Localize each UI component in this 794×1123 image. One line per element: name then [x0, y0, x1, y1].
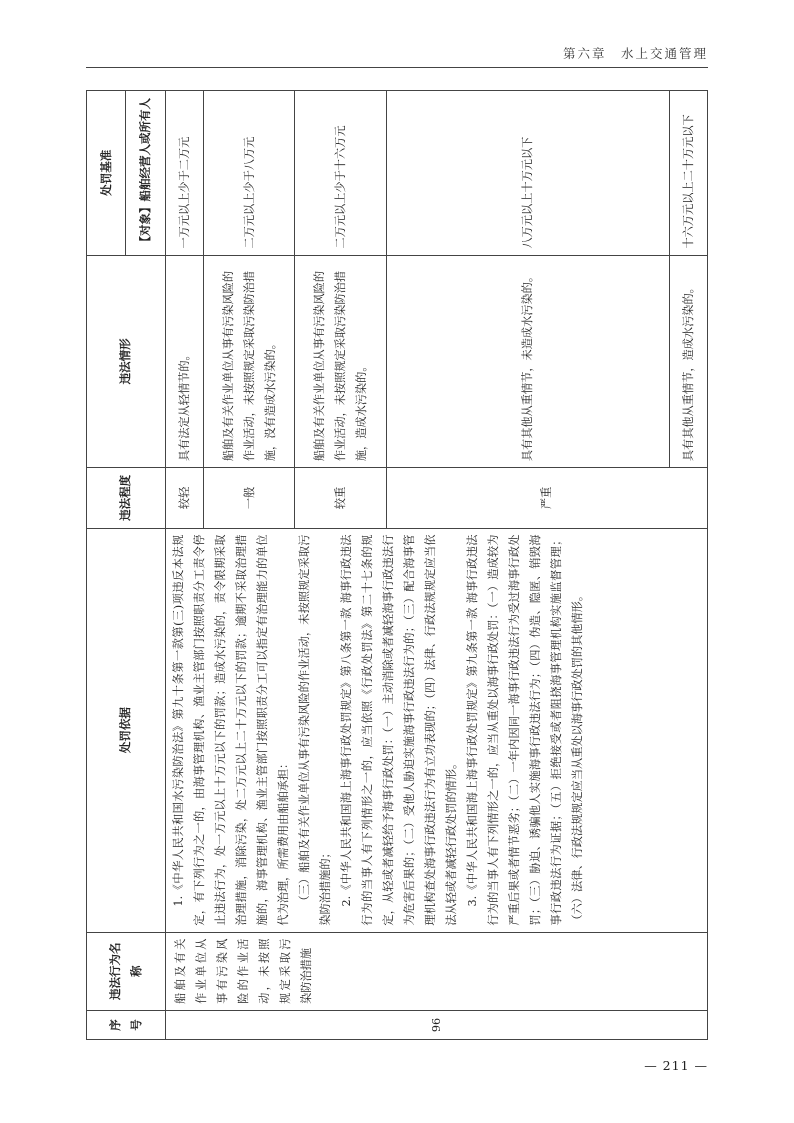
basis-paragraph: 2.《中华人民共和国海上海事行政处罚规定》第八条第一款 海事行政违法行为的当事人有下列情形之一的，应当依照《行政处罚法》第二十七条的规定，从轻或者减轻给予海事行政处罚：（一）主动消除或者减轻海事行政违法行为危害后果的；（二）受他人胁迫实施海事行政违法行为的；（三）配合海事管理机构查处海事行政违法行为有立功表现的；（四）法律、行政法规规定应当依法从轻或者减轻行政处罚的情形。: [339, 534, 458, 926]
rotated-table-container: [86, 90, 708, 1040]
header-standard-target: 【对象】船舶经营人或所有人: [126, 91, 165, 256]
cell-standard: 八万元以上十万元以下: [386, 91, 669, 256]
cell-standard: 二万元以上少于十六万元: [295, 91, 386, 256]
cell-standard: 十六万元以上二十万元以下: [669, 91, 707, 256]
header-seq: 序号: [87, 1010, 166, 1039]
basis-paragraph: 1.《中华人民共和国水污染防治法》第九十条第一款第(三)项违反本法规定，有下列行为之一的，由海事管理机构、渔业主管部门按照职责分工责令停止违法行为，处一万元以上十万元以下的罚款；造成水污染的，责令限期采取治理措施，消除污染，处二万元以上二十万元以下的罚款；逾期不采取治理措施的，海事管理机构、渔业主管部门按照职责分工可以指定有治理能力的单位代为治理，所需费用由船舶承担：: [171, 534, 290, 926]
header-penalty-basis: 处罚依据: [87, 528, 166, 932]
cell-seq: 96: [165, 1010, 707, 1039]
cell-degree: 一般: [203, 468, 294, 528]
basis-paragraph: 3.《中华人民共和国海上海事行政处罚规定》第九条第一款 海事行政违法行为的当事人有下列情形之一的，应当从重处以海事行政处罚：（一）造成较为严重后果或者情节恶劣；（二）一年内因同一海事行政违法行为受过海事行政处罚；（三）胁迫、诱骗他人实施海事行政违法行为；（四）伪造、隐匿、销毁海事行政违法行为证据；（五）拒绝接受或者阻挠海事管理机构实施监督管理；（六）法律、行政法规规定应当从重处以海事行政处罚的其他情形。: [465, 534, 584, 926]
cell-degree: 严重: [386, 468, 707, 528]
basis-paragraph: （三）船舶及有关作业单位从事有污染风险的作业活动，未按照规定采取污染防治措施的；: [297, 534, 332, 926]
chapter-header-title: 第六章 水上交通管理: [562, 46, 708, 61]
cell-situation: 具有法定从轻情节的。: [165, 255, 203, 468]
page-number: — 211 —: [644, 1058, 708, 1073]
header-divider: [86, 67, 708, 68]
rotated-table-frame: [86, 90, 708, 1040]
cell-standard: 一万元以上少于二万元: [165, 91, 203, 256]
cell-situation: 船舶及有关作业单位从事有污染风险的作业活动，未按照规定采取污染防治措施，造成水污染的。: [295, 255, 386, 468]
cell-standard: 二万元以上少于八万元: [203, 91, 294, 256]
cell-penalty-basis: [165, 528, 707, 932]
table-row: [165, 91, 203, 1040]
cell-degree: 较轻: [165, 468, 203, 528]
penalty-standard-table: [86, 90, 708, 1040]
cell-violation-name: 船舶及有关作业单位从事有污染风险的作业活动，未按照规定采取污染防治措施: [165, 932, 707, 1010]
header-penalty-standard: 处罚基准: [87, 91, 126, 256]
header-violation-name: 违法行为名称: [87, 932, 166, 1010]
cell-degree: 较重: [295, 468, 386, 528]
cell-situation: 具有其他从重情节，未造成水污染的。: [386, 255, 669, 468]
header-violation-degree: 违法程度: [87, 468, 166, 528]
cell-situation: 船舶及有关作业单位从事有污染风险的作业活动，未按照规定采取污染防治措施，没有造成水污染的。: [203, 255, 294, 468]
cell-situation: 具有其他从重情节，造成水污染的。: [669, 255, 707, 468]
header-violation-situation: 违法情形: [87, 255, 166, 468]
